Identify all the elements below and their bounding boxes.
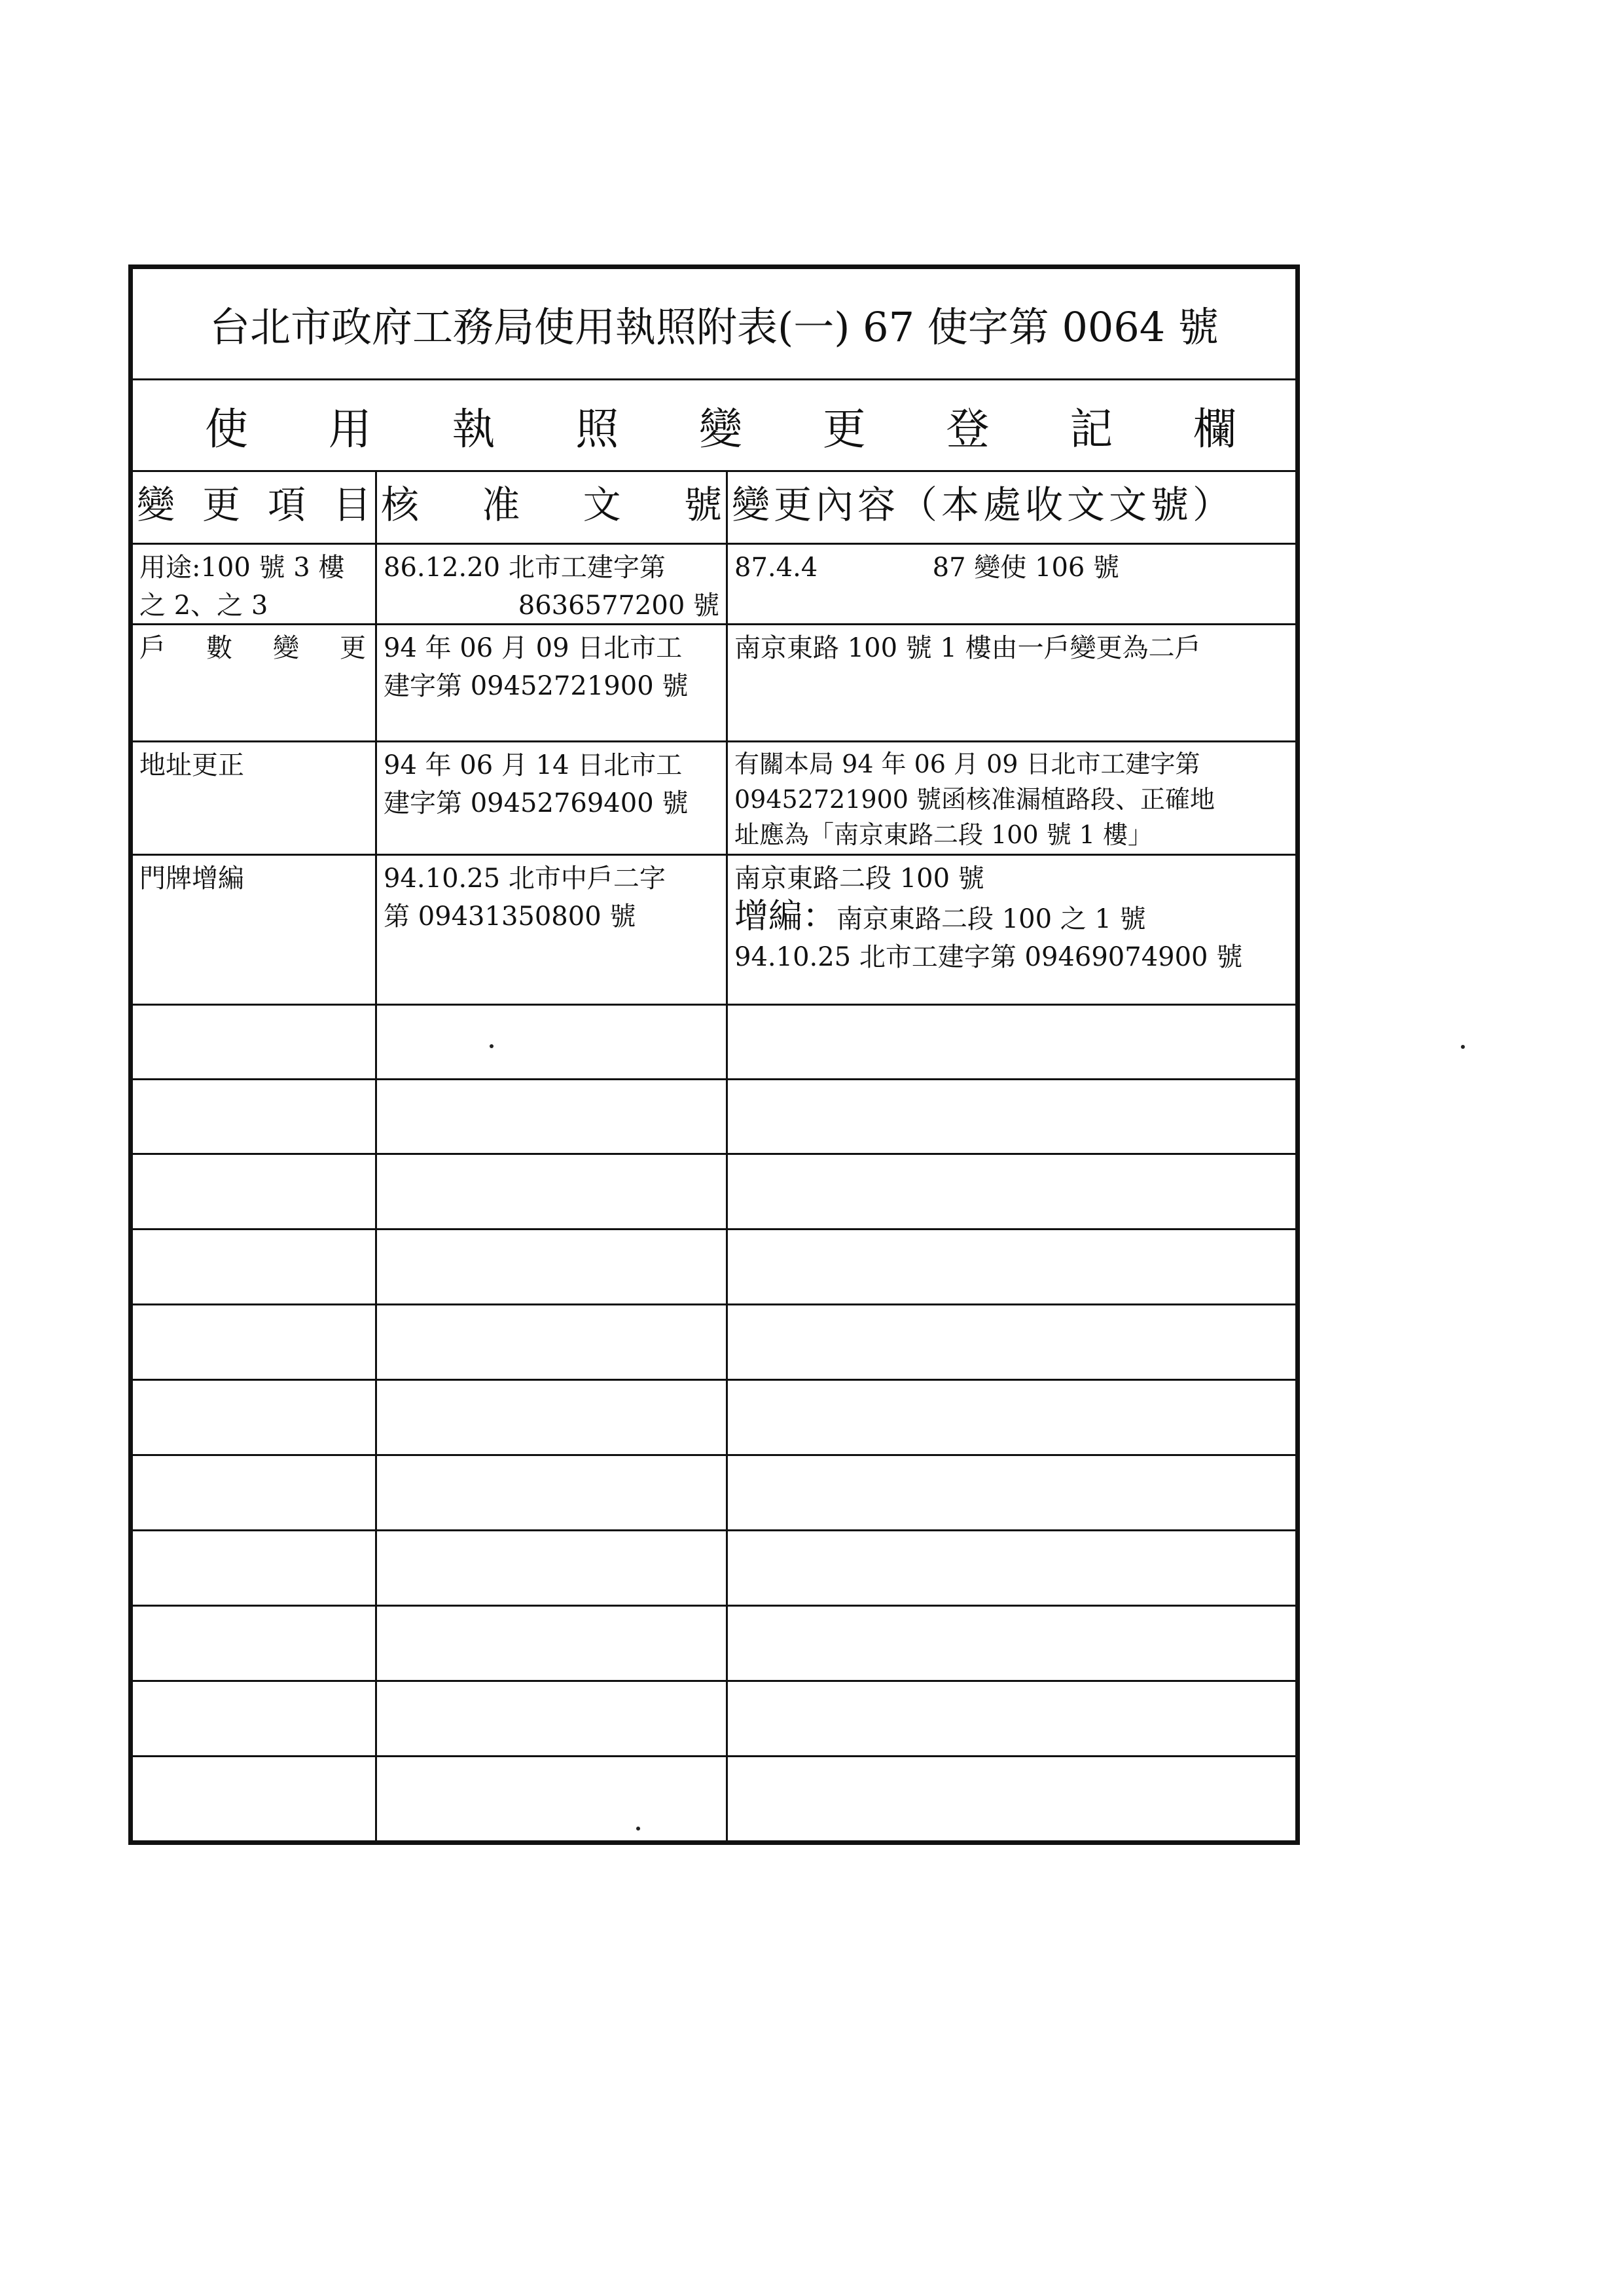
register-heading-char: 登 (946, 404, 990, 454)
text-line: 94 年 06 月 09 日北市工 (384, 633, 683, 663)
register-heading-char: 使 (205, 404, 248, 454)
row2-content (728, 625, 1299, 740)
row-divider (133, 1153, 1295, 1155)
text-line: 門牌增編 (139, 864, 244, 894)
row3-content (728, 742, 1299, 854)
row-divider (133, 1680, 1295, 1682)
text-char: 變 (273, 633, 299, 663)
header-char: 文 (583, 483, 621, 527)
header-char: 變 (137, 483, 175, 527)
text-line: 之 2、之 3 (139, 591, 268, 621)
row3-item (133, 742, 375, 854)
text-char: 更 (340, 633, 366, 663)
header-approval (377, 472, 726, 543)
added-number-address: 南京東路二段 100 之 1 號 (836, 904, 1146, 934)
row4-item (133, 856, 375, 1004)
text-line: 8636577200 號 (518, 591, 719, 621)
text-line: 南京東路 100 號 1 樓由一戶變更為二戶 (734, 633, 1201, 663)
header-char: 准 (482, 483, 520, 527)
header-char: 項 (267, 483, 306, 527)
row-divider (133, 1605, 1295, 1607)
text-line (734, 898, 1292, 938)
row-divider (133, 1078, 1295, 1080)
document-title: 台北市政府工務局使用執照附表(一) 67 使字第 0064 號 (133, 269, 1295, 380)
row4-content (728, 856, 1299, 1004)
scan-speck (636, 1827, 640, 1831)
header-char: 目 (333, 483, 371, 527)
register-heading-char: 執 (452, 404, 495, 454)
scan-speck (490, 1044, 494, 1048)
row2-item (133, 625, 375, 740)
text-line: 09452721900 號函核准漏植路段、正確地 (734, 785, 1215, 814)
row1-content (728, 545, 1299, 623)
row2-approval (377, 625, 726, 740)
text-line: 有關本局 94 年 06 月 09 日北市工建字第 (734, 750, 1200, 778)
text-line: 第 09431350800 號 (384, 902, 636, 932)
row1-approval (377, 545, 726, 623)
header-char: 核 (381, 483, 420, 527)
text-line: 94 年 06 月 14 日北市工 (384, 750, 683, 780)
text-line: 地址更正 (139, 750, 244, 780)
text-char: 數 (206, 633, 232, 663)
register-heading (133, 380, 1295, 472)
register-heading-char: 用 (328, 404, 372, 454)
row-divider (133, 1454, 1295, 1456)
text-line: 南京東路二段 100 號 (734, 864, 984, 894)
text-line: 建字第 09452769400 號 (384, 788, 689, 818)
header-char: 號 (683, 483, 722, 527)
register-heading-char: 變 (699, 404, 742, 454)
content-ref: 87 變使 106 號 (932, 553, 1120, 583)
row-divider (133, 1379, 1295, 1381)
added-number-label: 增編： (734, 897, 837, 936)
text-line: 94.10.25 北市中戶二字 (384, 864, 666, 894)
content-date: 87.4.4 (734, 553, 818, 583)
row-divider (133, 1755, 1295, 1757)
table-grid (133, 472, 1295, 1840)
header-content: 變更內容（本處收文文號） (732, 483, 1235, 527)
row3-approval (377, 742, 726, 854)
text-line: 86.12.20 北市工建字第 (384, 553, 666, 583)
row-divider (133, 1529, 1295, 1531)
scan-speck (1461, 1045, 1465, 1049)
text-line: 94.10.25 北市工建字第 09469074900 號 (734, 942, 1243, 972)
text-line: 建字第 09452721900 號 (384, 671, 689, 701)
text-char: 戶 (139, 633, 166, 663)
row-divider (133, 1228, 1295, 1230)
text-line: 用途:100 號 3 樓 (139, 553, 345, 583)
text-line: 址應為「南京東路二段 100 號 1 樓」 (734, 820, 1153, 849)
row-divider (133, 1303, 1295, 1305)
license-change-table (128, 264, 1300, 1845)
register-heading-char: 照 (575, 404, 619, 454)
register-heading-char: 更 (822, 404, 866, 454)
header-char: 更 (202, 483, 240, 527)
register-heading-char: 記 (1070, 404, 1113, 454)
register-heading-char: 欄 (1193, 404, 1236, 454)
row-divider (133, 1004, 1295, 1006)
header-item (133, 472, 375, 543)
row4-approval (377, 856, 726, 1004)
row1-item (133, 545, 375, 623)
